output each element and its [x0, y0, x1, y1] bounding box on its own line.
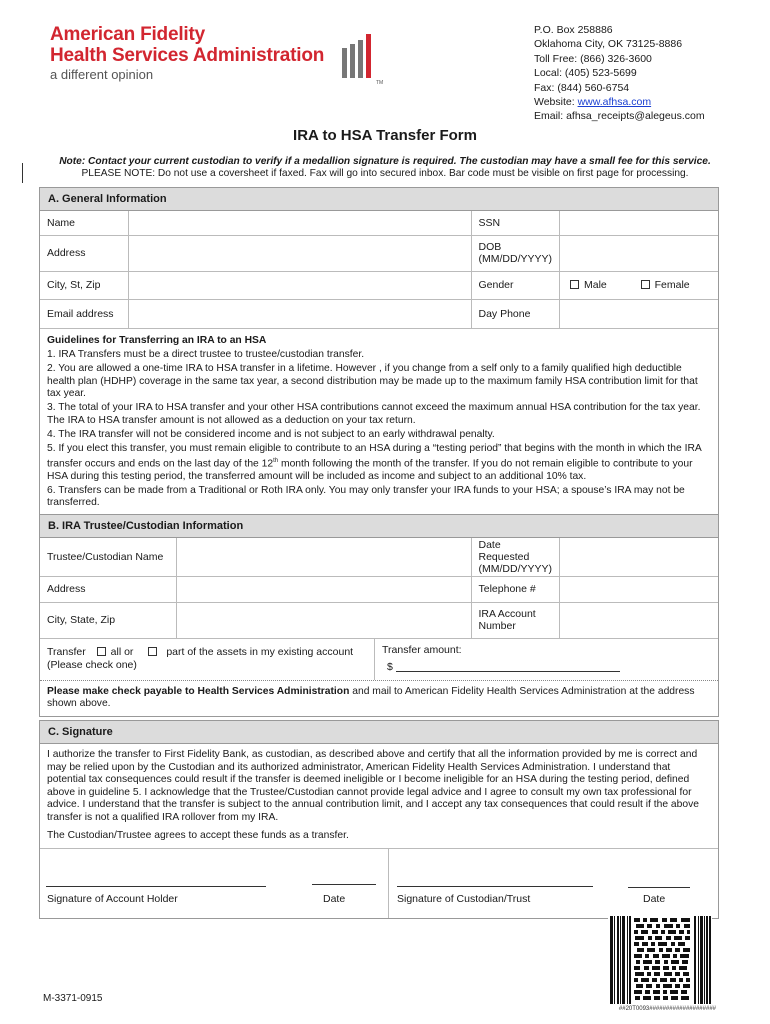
general-info-table [40, 211, 718, 329]
contact-block [534, 23, 705, 124]
website: Website: www.afhsa.com [534, 96, 652, 109]
trustee-city-field[interactable] [176, 602, 471, 638]
please-check-one: (Please check one) [47, 658, 137, 671]
name-field[interactable] [128, 211, 471, 235]
form-title: IRA to HSA Transfer Form [293, 127, 477, 144]
ssn-field[interactable] [560, 211, 719, 235]
guideline-1: 1. IRA Transfers must be a direct trustee to trustee/custodian transfer. [47, 349, 365, 360]
day-phone-label: Day Phone [471, 299, 560, 328]
account-holder-date-line[interactable] [312, 884, 376, 885]
account-holder-signature-label: Signature of Account Holder [47, 892, 178, 905]
logo-line-1: American Fidelity [50, 24, 205, 45]
male-label: Male [584, 279, 607, 291]
local-phone: Local: (405) 523-5699 [534, 67, 637, 80]
guidelines-title: Guidelines for Transferring an IRA to an HSA [47, 334, 267, 346]
gender-options [560, 271, 719, 299]
city-state-zip: Oklahoma City, OK 73125-8886 [534, 38, 683, 51]
ira-account-label: IRA Account Number [471, 602, 560, 638]
trustee-name-field[interactable] [176, 538, 471, 576]
date-requested-field[interactable] [560, 538, 719, 576]
ssn-label: SSN [471, 211, 560, 235]
section-c-title: C. Signature [40, 721, 718, 744]
address-field[interactable] [128, 235, 471, 271]
trustee-name-label: Trustee/Custodian Name [40, 538, 176, 576]
date-requested-label: Date Requested (MM/DD/YYYY) [471, 538, 560, 576]
signature-area [40, 848, 718, 918]
logo-tagline: a different opinion [50, 67, 154, 82]
logo-line-2: Health Services Administration [50, 45, 325, 66]
fax-note: PLEASE NOTE: Do not use a coversheet if faxed. Fax will go into secured inbox. Bar code must be visible on first page for processing. [81, 168, 689, 179]
authorization-text: I authorize the transfer to First Fidelity Bank, as custodian, as described above and certify that all the information provided by me is correct and may be relied upon by the Custodian and its authorized administrator, American Fidelity Health Services Administration. I understand that potential tax consequences could result if the transfer is deemed ineligible or I become ineligible for an HSA during the testing period, defined above in guideline 5. I acknowledge that the Trustee/Custodian cannot provide legal advice and I agree to consult my own tax professional for advice. I understand that the transfer is subject to the annual contribution limit, and I accept any tax consequences that could result if the above transfer is not a qualified IRA rollover from my IRA. The Custodian/Trustee agrees to accept these funds as a transfer. [47, 749, 699, 841]
trustee-table [40, 538, 718, 639]
name-label: Name [40, 211, 128, 235]
website-link[interactable]: www.afhsa.com [577, 96, 652, 109]
transfer-amount-field[interactable] [396, 671, 620, 672]
form-number: M-3371-0915 [43, 993, 103, 1004]
dob-label: DOB (MM/DD/YYYY) [471, 235, 560, 271]
guideline-2: 2. You are allowed a one-time IRA to HSA transfer in a lifetime. However , if you change from a self only to a family qualified high deductible health plan (HDHP) coverage in the same tax year, a second distribution may be made up to the maximum family HSA contribution limit for that tax year. [47, 363, 698, 399]
ira-account-field[interactable] [560, 602, 719, 638]
guideline-3: 3. The total of your IRA to HSA transfer and your other HSA contributions cannot exceed the maximum annual HSA contribution for the tax year. The IRA to HSA transfer amount is not allowed as a deduction on your tax return. [47, 402, 701, 426]
payment-instructions: Please make check payable to Health Services Administration and mail to American Fidelity Health Services Administration at the address shown above. [47, 685, 695, 709]
female-label: Female [654, 279, 690, 291]
section-general-information [39, 187, 719, 516]
guideline-4: 4. The IRA transfer will not be considered income and is not subject to an early withdrawal penalty. [47, 428, 495, 440]
logo-bars-icon [342, 34, 382, 78]
male-checkbox[interactable] [570, 280, 579, 289]
email: Email: afhsa_receipts@alegeus.com [534, 110, 705, 123]
guideline-5: 5. If you elect this transfer, you must remain eligible to contribute to an HSA during a “testing period” that begins with the month in which the IRA transfer occurs and ends on the last day of the 12th month following the month of the transfer. If you do not remain eligible to contribute to your HSA during this testing period, the transferred amount will be included as income and subject to an additional 10% tax. [47, 442, 702, 482]
city-field[interactable] [128, 271, 471, 299]
telephone-field[interactable] [560, 576, 719, 602]
section-trustee-information [39, 514, 719, 717]
female-checkbox[interactable] [641, 280, 650, 289]
transfer-row [40, 639, 718, 681]
trustee-city-label: City, State, Zip [40, 602, 176, 638]
medallion-note: Note: Contact your current custodian to verify if a medallion signature is required. The custodian may have a small fee for this service. [59, 156, 711, 167]
transfer-all-checkbox[interactable] [97, 647, 106, 656]
section-a-title: A. General Information [40, 188, 718, 211]
date-label-2: Date [643, 892, 666, 905]
transfer-amount-label: Transfer amount: [382, 643, 462, 656]
section-signature [39, 720, 719, 919]
email-label: Email address [40, 299, 128, 328]
text-cursor [22, 163, 23, 183]
transfer-part-checkbox[interactable] [148, 647, 157, 656]
custodian-signature-line[interactable] [397, 886, 593, 887]
transfer-choice: Transfer all or part of the assets in my existing account [47, 645, 354, 658]
guideline-6: 6. Transfers can be made from a Traditional or Roth IRA only. You may only transfer your IRA funds to your HSA; a spouse’s IRA may not be transferred. [47, 484, 685, 509]
address-label: Address [40, 235, 128, 271]
custodian-date-line[interactable] [628, 887, 690, 888]
account-holder-signature-line[interactable] [46, 886, 266, 887]
company-logo [50, 24, 324, 82]
guidelines [40, 329, 718, 516]
custodian-signature-label: Signature of Custodian/Trust [397, 892, 531, 905]
barcode-caption: ##20T0093#################### [618, 1006, 716, 1012]
trademark-mark: TM [376, 80, 384, 86]
trustee-address-label: Address [40, 576, 176, 602]
trustee-address-field[interactable] [176, 576, 471, 602]
email-field[interactable] [128, 299, 471, 328]
dollar-sign: $ [387, 660, 393, 673]
section-b-title: B. IRA Trustee/Custodian Information [40, 515, 718, 538]
city-label: City, St, Zip [40, 271, 128, 299]
telephone-label: Telephone # [471, 576, 560, 602]
dob-field[interactable] [560, 235, 719, 271]
fax: Fax: (844) 560-6754 [534, 81, 630, 94]
toll-free: Toll Free: (866) 326-3600 [534, 52, 652, 65]
po-box: P.O. Box 258886 [534, 24, 613, 36]
barcode-icon [608, 916, 712, 1004]
date-label-1: Date [323, 892, 346, 905]
gender-label: Gender [471, 271, 560, 299]
day-phone-field[interactable] [560, 299, 719, 328]
